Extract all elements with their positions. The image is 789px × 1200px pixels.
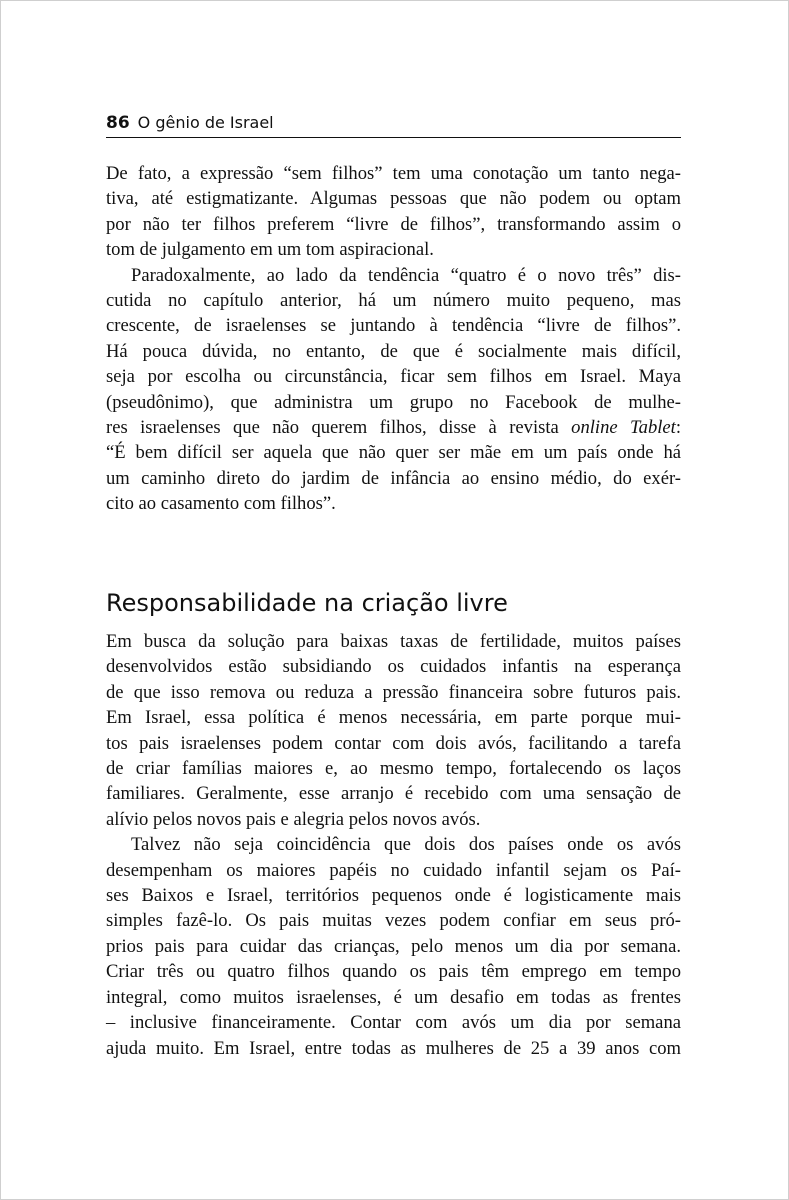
body-text-top <box>106 161 681 517</box>
text-line: simples fazê-lo. Os pais muitas vezes podem confiar em seus pró- <box>106 910 681 932</box>
text-line-with-italic <box>106 415 681 440</box>
page-number: 86 <box>106 113 130 133</box>
text-line: cito ao casamento com filhos”. <box>106 493 336 515</box>
text-line: tom de julgamento em um tom aspiracional. <box>106 239 434 261</box>
text-line: tiva, até estigmatizante. Algumas pessoas que não podem ou optam <box>106 188 681 210</box>
text-run: res israelenses que não querem filhos, disse à revista <box>106 417 572 439</box>
italic-publication-name: online Tablet <box>571 417 676 439</box>
text-line: ses Baixos e Israel, territórios pequenos onde é logisticamente mais <box>106 885 681 907</box>
paragraph-4 <box>106 832 681 1061</box>
text-line: familiares. Geralmente, esse arranjo é recebido com uma sensação de <box>106 783 681 805</box>
text-line: “É bem difícil ser aquela que não quer ser mãe em um país onde há <box>106 442 681 464</box>
text-line: de criar famílias maiores e, ao mesmo tempo, fortalecendo os laços <box>106 758 681 780</box>
text-line: desenvolvidos estão subsidiando os cuidados infantis na esperança <box>106 656 681 678</box>
text-line: prios pais para cuidar das crianças, pelo menos um dia por semana. <box>106 935 681 957</box>
text-line: integral, como muitos israelenses, é um desafio em todas as frentes <box>106 986 681 1008</box>
paragraph-3 <box>106 629 681 832</box>
text-line: de que isso remova ou reduza a pressão financeira sobre futuros pais. <box>106 681 681 703</box>
text-line: Em Israel, essa política é menos necessária, em parte porque mui- <box>106 707 681 729</box>
text-line: (pseudônimo), que administra um grupo no Facebook de mulhe- <box>106 391 681 413</box>
paragraph-2 <box>106 263 681 517</box>
text-line: por não ter filhos preferem “livre de filhos”, transformando assim o <box>106 213 681 235</box>
text-line: alívio pelos novos pais e alegria pelos novos avós. <box>106 808 481 830</box>
text-line: ajuda muito. Em Israel, entre todas as mulheres de 25 a 39 anos com <box>106 1037 681 1059</box>
text-line: crescente, de israelenses se juntando à tendência “livre de filhos”. <box>106 315 681 337</box>
text-line: cutida no capítulo anterior, há um número muito pequeno, mas <box>106 290 681 312</box>
section-heading: Responsabilidade na criação livre <box>106 589 508 617</box>
text-line: Paradoxalmente, ao lado da tendência “quatro é o novo três” dis- <box>131 264 681 286</box>
text-line: De fato, a expressão “sem filhos” tem uma conotação um tanto nega- <box>106 163 681 184</box>
paragraph-1 <box>106 161 681 263</box>
text-line: Em busca da solução para baixas taxas de fertilidade, muitos países <box>106 631 681 652</box>
text-line: – inclusive financeiramente. Contar com avós um dia por semana <box>106 1012 681 1034</box>
text-run: : <box>675 417 682 439</box>
text-line: tos pais israelenses podem contar com dois avós, facilitando a tarefa <box>106 732 681 754</box>
text-line: Criar três ou quatro filhos quando os pais têm emprego em tempo <box>106 961 681 983</box>
running-head <box>106 113 681 138</box>
body-text-section <box>106 629 681 1061</box>
text-line: desempenham os maiores papéis no cuidado infantil sejam os Paí- <box>106 859 681 881</box>
text-line: seja por escolha ou circunstância, ficar sem filhos em Israel. Maya <box>106 366 681 388</box>
book-title: O gênio de Israel <box>137 113 274 132</box>
text-line: Talvez não seja coincidência que dois dos países onde os avós <box>131 834 681 856</box>
text-line: um caminho direto do jardim de infância ao ensino médio, do exér- <box>106 467 681 489</box>
text-line: Há pouca dúvida, no entanto, de que é socialmente mais difícil, <box>106 340 681 362</box>
